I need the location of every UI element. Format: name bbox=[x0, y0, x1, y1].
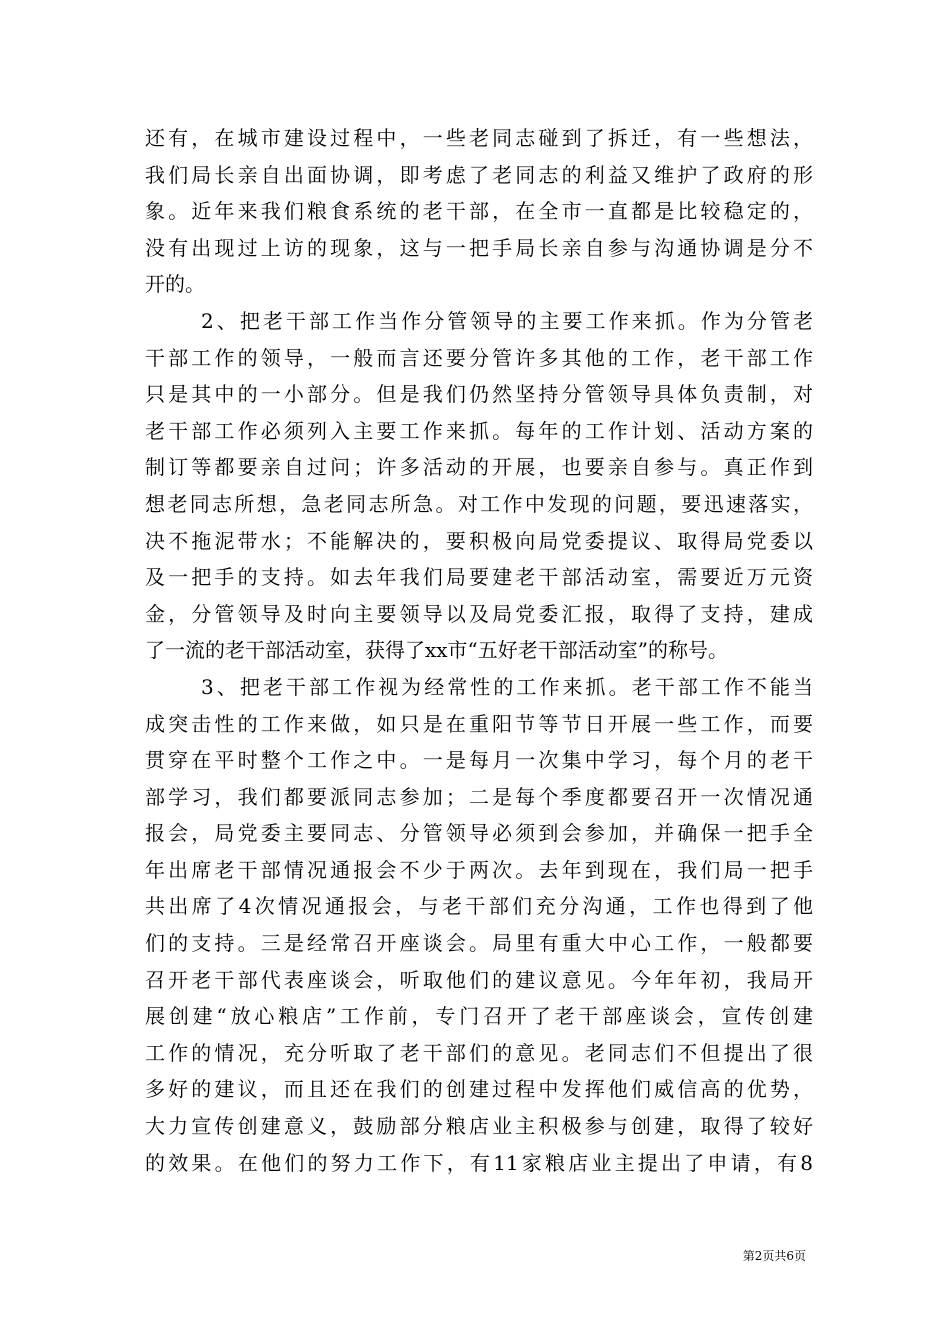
text-line: 报会，局党委主要同志、分管领导必须到会参加，并确保一把手全 bbox=[145, 821, 813, 846]
text-line: 及一把手的支持。如去年我们局要建老干部活动室，需要近万元资 bbox=[145, 565, 813, 590]
text-line: 大力宣传创建意义，鼓励部分粮店业主积极参与创建，取得了较好 bbox=[145, 1114, 813, 1139]
text-line: 共出席了4次情况通报会，与老干部们充分沟通，工作也得到了他 bbox=[145, 894, 813, 919]
paragraph-start-line: 3、把老干部工作视为经常性的工作来抓。老干部工作不能当 bbox=[201, 674, 813, 699]
text-line: 年出席老干部情况通报会不少于两次。去年到现在，我们局一把手 bbox=[145, 857, 813, 882]
text-line: 我们局长亲自出面协调，即考虑了老同志的利益又维护了政府的形 bbox=[145, 162, 813, 187]
text-line: 成突击性的工作来做，如只是在重阳节等节日开展一些工作，而要 bbox=[145, 711, 813, 736]
text-line: 决不拖泥带水；不能解决的，要积极向局党委提议、取得局党委以 bbox=[145, 528, 813, 553]
body-text bbox=[145, 120, 813, 1181]
text-line: 制订等都要亲自过问；许多活动的开展，也要亲自参与。真正作到 bbox=[145, 455, 813, 480]
text-line: 们的支持。三是经常召开座谈会。局里有重大中心工作，一般都要 bbox=[145, 931, 813, 956]
text-line: 只是其中的一小部分。但是我们仍然坚持分管领导具体负责制，对 bbox=[145, 382, 813, 407]
text-line: 多好的建议，而且还在我们的创建过程中发挥他们威信高的优势， bbox=[145, 1077, 813, 1102]
text-line: 老干部工作必须列入主要工作来抓。每年的工作计划、活动方案的 bbox=[145, 418, 813, 443]
text-line: 没有出现过上访的现象，这与一把手局长亲自参与沟通协调是分不 bbox=[145, 235, 813, 260]
text-line: 了一流的老干部活动室，获得了xx市“五好老干部活动室”的称号。 bbox=[145, 638, 729, 663]
text-line: 还有，在城市建设过程中，一些老同志碰到了拆迁，有一些想法， bbox=[145, 126, 813, 150]
text-line: 部学习，我们都要派同志参加；二是每个季度都要召开一次情况通 bbox=[145, 784, 813, 809]
page-number-footer: 第2页共6页 bbox=[742, 1249, 806, 1263]
text-line: 召开老干部代表座谈会，听取他们的建议意见。今年年初，我局开 bbox=[145, 967, 813, 992]
text-line: 展创建“放心粮店”工作前，专门召开了老干部座谈会，宣传创建 bbox=[145, 1004, 813, 1029]
text-line: 工作的情况，充分听取了老干部们的意见。老同志们不但提出了很 bbox=[145, 1040, 813, 1065]
text-line: 象。近年来我们粮食系统的老干部，在全市一直都是比较稳定的， bbox=[145, 199, 813, 224]
paragraph-start-line: 2、把老干部工作当作分管领导的主要工作来抓。作为分管老 bbox=[201, 308, 813, 333]
text-line: 想老同志所想，急老同志所急。对工作中发现的问题，要迅速落实， bbox=[145, 491, 813, 516]
text-line: 金，分管领导及时向主要领导以及局党委汇报，取得了支持，建成 bbox=[145, 601, 813, 626]
text-line: 贯穿在平时整个工作之中。一是每月一次集中学习，每个月的老干 bbox=[145, 748, 813, 773]
text-line: 开的。 bbox=[145, 272, 205, 297]
text-line: 的效果。在他们的努力工作下，有11家粮店业主提出了申请，有8 bbox=[145, 1150, 813, 1175]
text-line: 干部工作的领导，一般而言还要分管许多其他的工作，老干部工作 bbox=[145, 345, 813, 370]
